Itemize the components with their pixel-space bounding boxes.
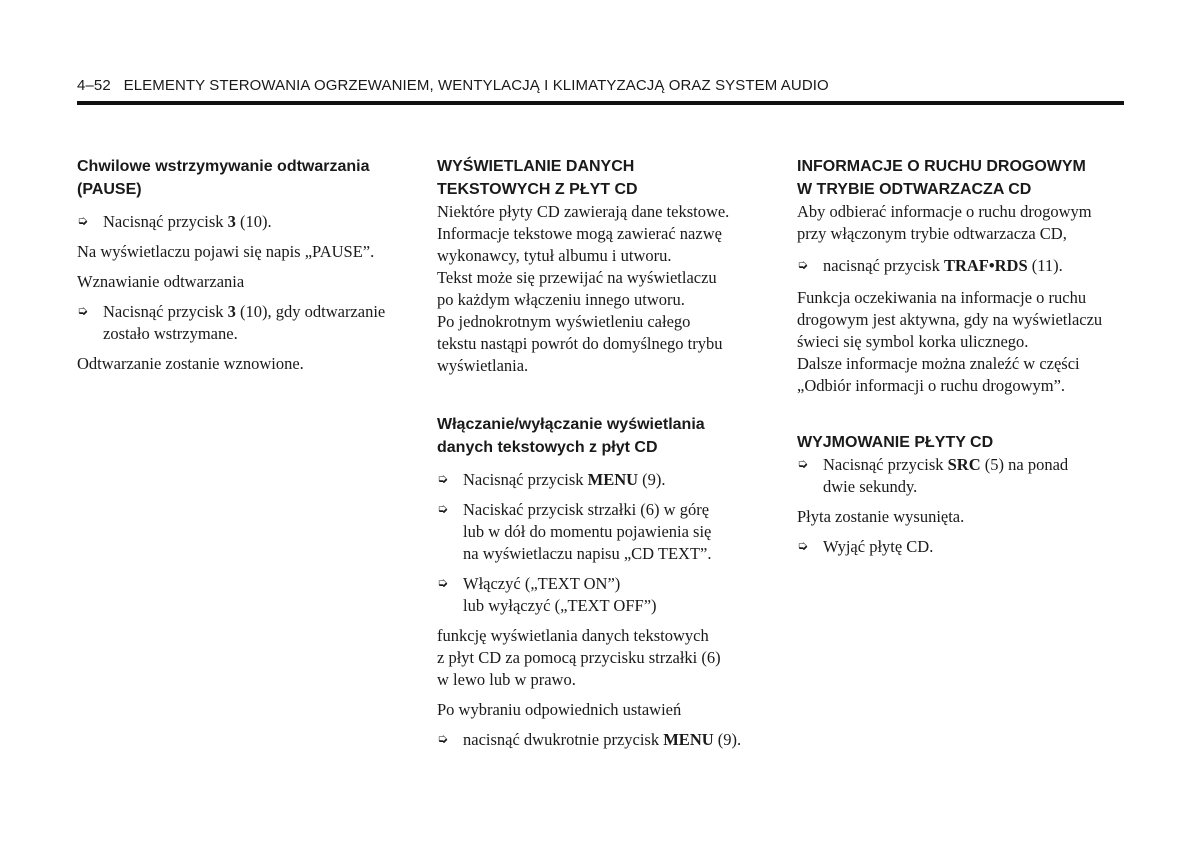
section-title: ELEMENTY STEROWANIA OGRZEWANIEM, WENTYLACJĄ I KLIMATYZACJĄ ORAZ SYSTEM AUDIO (123, 77, 829, 94)
arrow-bullet-icon: ➭ (77, 214, 88, 229)
heading-toggle-cd-text: Włączanie/wyłączanie wyświetlania danych tekstowych z płyt CD (437, 416, 705, 456)
arrow-bullet-icon: ➭ (797, 258, 808, 273)
step-press-3-resume: ➭ Nacisnąć przycisk 3 (10), gdy odtwarzanie zostało wstrzymane. (77, 302, 386, 343)
heading-cd-text: WYŚWIETLANIE DANYCH TEKSTOWYCH Z PŁYT CD (437, 158, 638, 198)
step-press-menu-twice: ➭ nacisnąć dwukrotnie przycisk MENU (9). (437, 730, 742, 749)
arrow-bullet-icon: ➭ (437, 502, 448, 517)
paragraph-function: funkcję wyświetlania danych tekstowych z płyt CD za pomocą przycisku strzałki (6) w lewo lub w prawo. (437, 626, 721, 689)
arrow-bullet-icon: ➭ (437, 576, 448, 591)
paragraph-resume: Wznawianie odtwarzania (77, 272, 245, 291)
heading-pause: Chwilowe wstrzymywanie odtwarzania (PAUSE) (77, 158, 370, 198)
arrow-bullet-icon: ➭ (437, 732, 448, 747)
column-pause (77, 155, 412, 375)
step-press-3: ➭ Nacisnąć przycisk 3 (10). (77, 212, 272, 231)
paragraph-disc-ejected: Płyta zostanie wysunięta. (797, 507, 965, 526)
paragraph-after-settings: Po wybraniu odpowiednich ustawień (437, 700, 682, 719)
page-header (77, 77, 1124, 94)
page-number: 4–52 (77, 77, 111, 94)
heading-eject-cd: WYJMOWANIE PŁYTY CD (797, 434, 994, 451)
step-arrow-key: ➭ Naciskać przycisk strzałki (6) w górę lub w dół do momentu pojawienia się na wyświetlaczu napisu „CD TEXT”. (437, 500, 712, 563)
arrow-bullet-icon: ➭ (797, 457, 808, 472)
column-traffic-info (797, 155, 1132, 558)
arrow-bullet-icon: ➭ (77, 304, 88, 319)
paragraph-cd-text-intro: Niektóre płyty CD zawierają dane tekstowe. Informacje tekstowe mogą zawierać nazwę wykonawcy, tytuł albumu i utworu. Tekst może się przewijać na wyświetlaczu po każdym włączeniu innego utworu. Po jednokrotnym wyświetleniu całego tekstu nastąpi powrót do domyślnego trybu wyświetlania. (437, 202, 730, 375)
paragraph-traffic-function: Funkcja oczekiwania na informacje o ruchu drogowym jest aktywna, gdy na wyświetlaczu świeci się symbol korka ulicznego. Dalsze informacje można znaleźć w części „Odbiór informacji o ruchu drogowym”. (797, 288, 1103, 395)
header-rule (77, 101, 1124, 105)
paragraph-resumed: Odtwarzanie zostanie wznowione. (77, 354, 304, 373)
step-press-traf-rds: ➭ nacisnąć przycisk TRAF•RDS (11). (797, 256, 1063, 275)
arrow-bullet-icon: ➭ (797, 539, 808, 554)
column-cd-text (437, 155, 772, 751)
paragraph-traffic-intro: Aby odbierać informacje o ruchu drogowym przy włączonym trybie odtwarzacza CD, (797, 202, 1092, 243)
paragraph-pause-display: Na wyświetlaczu pojawi się napis „PAUSE”. (77, 242, 375, 261)
arrow-bullet-icon: ➭ (437, 472, 448, 487)
step-press-menu: ➭ Nacisnąć przycisk MENU (9). (437, 470, 666, 489)
step-press-src: ➭ Nacisnąć przycisk SRC (5) na ponad dwie sekundy. (797, 455, 1069, 496)
heading-traffic-info: INFORMACJE O RUCHU DROGOWYM W TRYBIE ODTWARZACZA CD (797, 158, 1086, 198)
step-text-on-off: ➭ Włączyć („TEXT ON”) lub wyłączyć („TEXT OFF”) (437, 574, 657, 615)
step-remove-cd: ➭ Wyjąć płytę CD. (797, 537, 934, 556)
